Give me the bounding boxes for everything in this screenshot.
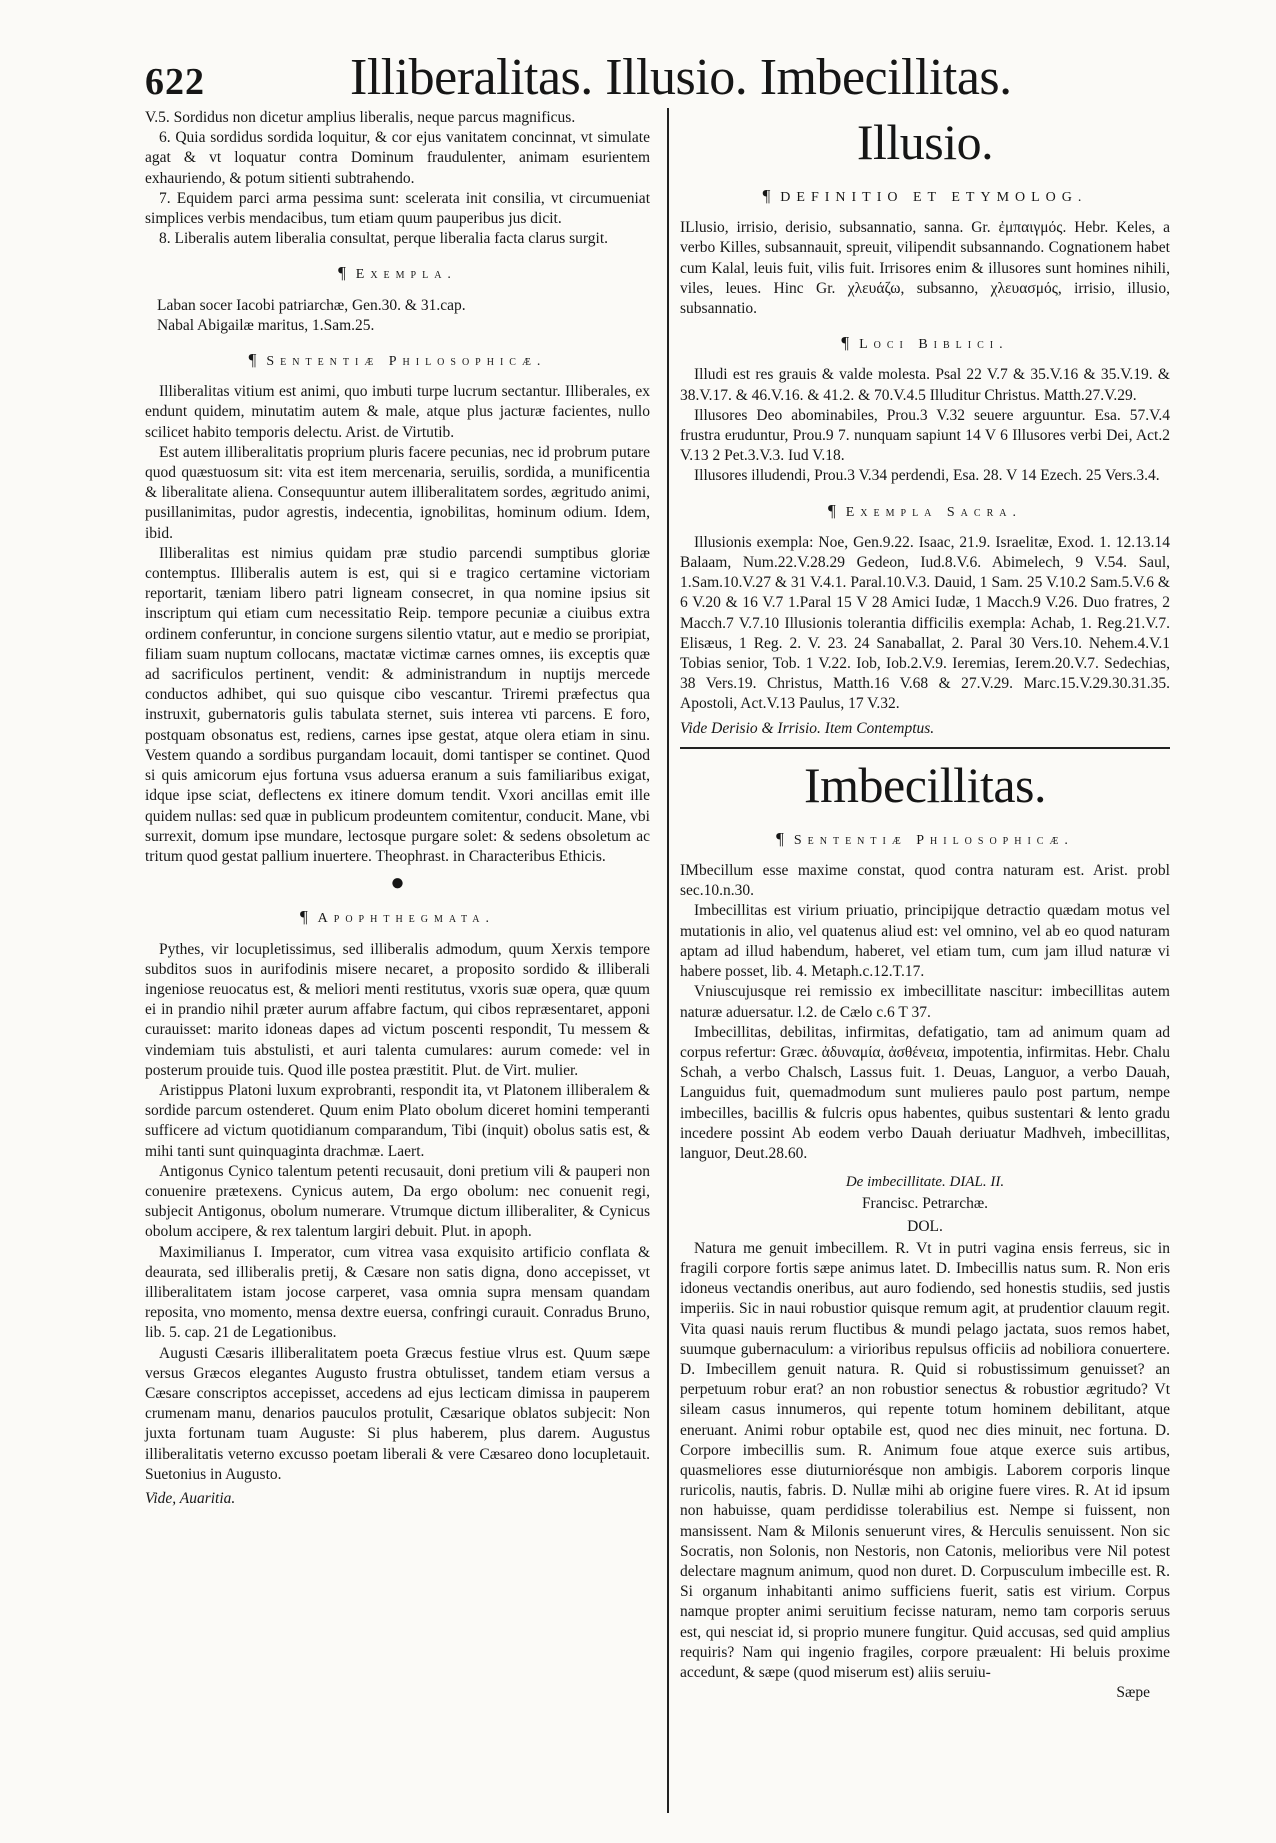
section-heading-sententiae: [680, 829, 1170, 851]
paragraph: Illusionis exempla: Noe, Gen.9.22. Isaac, 21.9. Israelitæ, Exod. 1. 12.13.14 Balaam, Num.22.V.28.29 Gedeon, Iud.8.V.6. Abimelech, 9 V.54. Saul, 1.Sam.10.V.27 & 31 V.4.1. Paral.10.V.3. Dauid, 1 Sam. 25 V.10.2 Sam.5.V.6 & 6 V.20 & 16 V.7 1.Paral 15 V 28 Amici Iudæ, 1 Macch.9 V.26. Duo fratres, 2 Macch.7 V.7.10 Illusionis tolerantia difficilis exempla: Achab, 1. Reg.21.V.7. Elisæus, 1 Reg. 2. V. 23. 24 Sanaballat, 2. Paral 30 Vers.10. Nehem.4.V.1 Tobias senior, Tob. 1 V.22. Iob, Iob.2.V.9. Ieremias, Ierem.20.V.7. Sedechias, 38 Vers.19. Christus, Matth.16 V.68 & 27.V.29. Marc.15.V.29.30.31.35. Apostoli, Act.V.13 Paulus, 17 V.32.: [680, 533, 1170, 713]
paragraph: Illiberalitas vitium est animi, quo imbuti turpe lucrum sectantur. Illiberales, ex endunt quidem, minutatim autem & male, atque plus jacturæ facientes, nullo scilicet habito temporis delectu. Arist. de Virtutib.: [145, 383, 650, 441]
pilcrow-icon: ¶: [762, 186, 771, 205]
paragraph: Pythes, vir locupletissimus, sed illiberalis admodum, quum Xerxis tempore subditos suos in aurifodinis misere necaret, a proposito sordido & illiberali ingeniose reuocatus est, & meliori menti restitutus, vxoris suæ opera, quæ quum ei in prandio nihil præter aurum affabre factum, qui cibos repræsentaret, apponi curauisset: marito idoneas dapes ad victum poscenti respondit, Tu messem & vindemiam tuis abstulisti, et auri talenta cumulares: aurum comede: vel in posterum prouide tuis. Quod ille postea præstitit. Plut. de Virt. mulier.: [145, 940, 650, 1079]
heading-label: Sententiæ Philosophicæ.: [266, 354, 547, 370]
column-divider: [667, 108, 669, 1813]
right-column: [680, 108, 1170, 1703]
section-heading-apophthegmata: [145, 907, 650, 929]
paragraph: Antigonus Cynico talentum petenti recusauit, doni pretium vili & pauperi non conuenire prætexens. Cynicus autem, Da ergo obolum: nec conuenit regi, subjecit Antigonus, obolum numerare. Vtrumque dictum illiberaliter, & Cynicus obolum accipere, & rex talentum largiri debuit. Plut. in apoph.: [145, 1162, 650, 1241]
paragraph: Imbecillitas est virium priuatio, principijque detractio quædam motus vel mutationis in alio, vel quatenus aliud est: vel omnino, vel ab eo quod naturam aptam ad illud habendum, haberet, vel etiam tum, cum jam illud naturæ vi habere posset, lib. 4. Metaph.c.12.T.17.: [680, 902, 1170, 981]
paragraph: Aristippus Platoni luxum exprobranti, respondit ita, vt Platonem illiberalem & sordide parcum ostenderet. Quum enim Plato obolum diceret homini temperanti sufficere ad victum quotidianum comparandum, Tibi (inquit) obolus satis est, & mihi tanti sunt quinquaginta drachmæ. Laert.: [145, 1081, 650, 1160]
heading-label: DEFINITIO ET ETYMOLOG.: [780, 190, 1088, 205]
paragraph: Illusores illudendi, Prou.3 V.34 perdendi, Esa. 28. V 14 Ezech. 25 Vers.3.4.: [694, 467, 1160, 485]
heading-label: Exempla.: [355, 267, 457, 283]
paragraph: Maximilianus I. Imperator, cum vitrea vasa exquisito artificio conflata & deaurata, sed illiberalis pretij, & Cæsare non satis digna, dono accepisset, vt illiberalitatem istam jocose carperet, vasa omnia supra mensam quandam reposita, vno momento, mensa dextre euersa, confringi curauit. Conradus Bruno, lib. 5. cap. 21 de Legationibus.: [145, 1243, 650, 1342]
cross-reference: Vide Derisio & Irrisio. Item Contemptus.: [680, 719, 935, 737]
section-heading-exempla: [145, 263, 650, 285]
heading-label: Apophthegmata.: [317, 911, 496, 927]
dialogue-author: Francisc. Petrarchæ.: [861, 1195, 989, 1213]
paragraph: 6. Quia sordidus sordida loquitur, & cor ejus vanitatem concinnat, vt simulate agat & vt loquatur contra Dominum fraudulenter, animam esurientem exhauriendo, & potum sitienti subtrahendo.: [145, 129, 650, 187]
section-heading-sententiae: [145, 350, 650, 372]
section-rule: [680, 747, 1170, 749]
paragraph: 8. Liberalis autem liberalia consultat, perque liberalia facta clarus surgit.: [159, 230, 609, 248]
paragraph: Illusores Deo abominabiles, Prou.3 V.32 seuere arguuntur. Esa. 57.V.4 frustra eruduntur, Prou.9 7. nunquam sapiunt 14 V 6 Illusores verbi Dei, Act.2 V.13 2 Pet.3.V.3. Iud V.18.: [680, 406, 1170, 465]
paragraph: Imbecillitas, debilitas, infirmitas, defatigatio, tam ad animum quam ad corpus refertur: Græc. ἀδυναμία, ἀσθένεια, impotentia, infirmitas. Hebr. Chalu Schah, a verbo Chalsch, Lassus fuit. 1. Deuas, Languor, a verbo Dauah, Languidus fuit, quemadmodum sunt mulieres paulo post partum, nempe imbecilles, bacillis & fulcris opus habentes, quibus sustentari & lento gradu incedere possint Ab eodem verbo Dauah deriuatur Madhveh, imbecillitas, languor, Deut.28.60.: [680, 1023, 1170, 1162]
section-heading-loci: [680, 333, 1170, 355]
entry-title-imbecillitas: Imbecillitas.: [803, 756, 1047, 813]
pilcrow-icon: ¶: [841, 333, 850, 353]
example-entry: Laban socer Iacobi patriarchæ, Gen.30. & 31.cap.: [157, 296, 466, 314]
heading-label: Exempla Sacra.: [845, 504, 1022, 520]
paragraph: Illiberalitas est nimius quidam præ studio parcendi sumptibus gloriæ contemptus. Illiberalis autem is est, qui si e tragico certamine victoriam reportarit, tæniam libero patri ligneam consecret, in qua nomine ipsius sit inscriptum qui etiam cum necessitatio Reip. tempore pecuniæ a ciuibus extra ordinem conferuntur, in concione surgens silentio vtatur, aut e medio se proripiat, filiam suam nuptum collocans, mactatæ victimæ carnes omnes, iis exceptis quæ ad sacrificulos pertinent, vendit: & administrandum in nuptijs mercede conductos adhibet, qui suo quisque cibo vescantur. Triremi præfectus qua instruxit, gubernatoris gulis tabulata sternet, suis interea vti parcens. E foro, postquam obsonatus est, rediens, carnes ipse gestat, atque olera etiam in sinu. Vestem quando a sordibus purgandam locauit, domi tantisper se continet. Quod si quis amicorum ejus fortuna vsus aduersa eranum a suis familiaribus exigat, idque ipse sciat, deflectens ex itinere domum tendit. Vxori ancillas emit ille quidem nullas: sed quæ in publicum prodeuntem comitentur, conducit. Mane, vbi surrexit, domum ipse mundare, lectosque purgare solet: & sedens obsoletum ac tritum quod gestat pallium inuertere. Theophrast. in Characteribus Ethicis.: [145, 544, 650, 865]
heading-label: Sententiæ Philosophicæ.: [793, 832, 1074, 848]
page-header: [145, 48, 1150, 108]
cross-reference: Vide, Auaritia.: [145, 1490, 236, 1507]
catchword: Sæpe: [1116, 1684, 1150, 1702]
pilcrow-icon: ¶: [338, 263, 346, 283]
paragraph: 7. Equidem parci arma pessima sunt: scelerata init consilia, vt circumueniat simplices verbis mendacibus, tum etiam quum pauperibus jus dicit.: [145, 189, 650, 228]
paragraph: Natura me genuit imbecillem. R. Vt in putri vagina ensis ferreus, sic in fragili corpore fortis sæpe animus latet. D. Imbecillis natus sum. R. Non eris idoneus vectandis oneribus, aut auro fodiendo, sed honestis studiis, sed justis imperiis. Sic in naui robustior quisque remum agit, at prudentior clauum regit. Vita quasi nauis rerum fluctibus & mundi pelago jactata, suos remos habet, suumque gubernaculum: a virioribus repulsus officiis ad nobiliora conuertere. D. Imbecillem genuit natura. R. Quid si robustissimum genuisset? an perpetuum robur erat? an non robustior senectus & robustior ægritudo? Vt sileam casus innumeros, qui repente totum hominem debilitant, atque eneruant. Animi robur optabile est, quod nec dies minuit, nec fortuna. D. Corpore imbecillis sum. R. Animum foue atque exerce suis artibus, quasmeliores esse diuturniorésque non ambigis. Laborem corporis linque ruricolis, nautis, fabris. D. Nullæ mihi ab origine fuere vires. R. At id ipsum non habuisse, quam perdidisse tolerabilius est. Nempe si fuissent, non mansissent. Nam & Milonis senuerunt vires, & Herculis senuissent. Non sic Socratis, non Solonis, non Nestoris, non Catonis, melioribus vere Nil potest delectare magnum animum, quod non duret. D. Corpusculum imbecille est. R. Si organum inhabitanti animo sufficiens fuerit, satis est virium. Corpus namque propter animi seruitium fecisse naturam, nemo tam corporis seruus est, qui nesciat id, si proprio munere fungitur. Quid accusas, sed quid amplius requiris? Nam qui ingenio fragiles, corpore præualent: Hi beluis proxime accedunt, & sæpe (quod miserum est) aliis seruiu-: [680, 1239, 1170, 1681]
paragraph: Est autem illiberalitatis proprium pluris facere pecunias, nec id probrum putare quod quæstuosum sit: vita est item mercenaria, seruilis, sordida, a munificentia & liberalitate aliena. Consequuntur autem illiberalitatem sordes, ægritudo animi, pusillanimitas, pudor agrestis, indecentia, ignobilitas, hominum odium. Idem, ibid.: [145, 443, 650, 542]
section-heading-definitio: [680, 186, 1170, 208]
example-entry: Nabal Abigailæ maritus, 1.Sam.25.: [157, 316, 375, 334]
speaker-label: DOL.: [907, 1217, 943, 1235]
dialogue-title: De imbecillitate. DIAL. II.: [845, 1174, 1005, 1191]
paragraph: IMbecillum esse maxime constat, quod contra naturam est. Arist. probl sec.10.n.30.: [680, 862, 1170, 900]
page-number: 622: [145, 61, 205, 103]
paragraph: Vniuscujusque rei remissio ex imbecillitate nascitur: imbecillitas autem naturæ aduersatur. l.2. de Cælo c.6 T 37.: [680, 983, 1170, 1021]
pilcrow-icon: ¶: [248, 350, 257, 370]
pilcrow-icon: ¶: [299, 907, 308, 927]
entry-title-illusio: Illusio.: [856, 114, 994, 170]
left-column: [145, 108, 650, 1509]
pilcrow-icon: ¶: [828, 500, 836, 520]
section-heading-exempla-sacra: [680, 501, 1170, 523]
running-title: Illiberalitas. Illusio. Imbecillitas.: [350, 49, 1012, 106]
heading-label: Loci Biblici.: [859, 337, 1009, 353]
paragraph: Augusti Cæsaris illiberalitatem poeta Græcus festiue vlrus est. Quum sæpe versus Græcos elegantes Augusto frustra obtulisset, tandem etiam versus a Cæsare conscriptos accepisset, accedens ad ejus lecticam dimissa in pauperem crumenam manu, denarios pauculos protulit, Cæsarique oblatos subjecit: Non juxta fortunam tuam Auguste: Si plus haberem, plus darem. Augustus illiberalitatis veterno excusso poetam liberali & vere Cæsareo dono locupletauit. Suetonius in Augusto.: [145, 1344, 650, 1483]
pilcrow-icon: ¶: [776, 828, 784, 848]
paragraph: ILlusio, irrisio, derisio, subsannatio, sanna. Gr. ἐμπαιγμός. Hebr. Keles, a verbo Killes, subsannauit, spreuit, vilipendit subsannando. Cognationem habet cum Kalal, leuis fuit, vilis fuit. Irrisores enim & illusores sunt homines nihili, viles, leues. Hinc Gr. χλευάζω, subsanno, χλευασμός, irrisio, illusio, subsannatio.: [680, 219, 1170, 318]
paragraph: Illudi est res grauis & valde molesta. Psal 22 V.7 & 35.V.16 & 35.V.19. & 38.V.17. & 46.V.16. & 41.2. & 70.V.4.5 Illuditur Christus. Matth.27.V.29.: [680, 366, 1170, 404]
paragraph: V.5. Sordidus non dicetur amplius liberalis, neque parcus magnificus.: [145, 109, 576, 126]
fleuron-ornament: ●: [390, 870, 405, 897]
